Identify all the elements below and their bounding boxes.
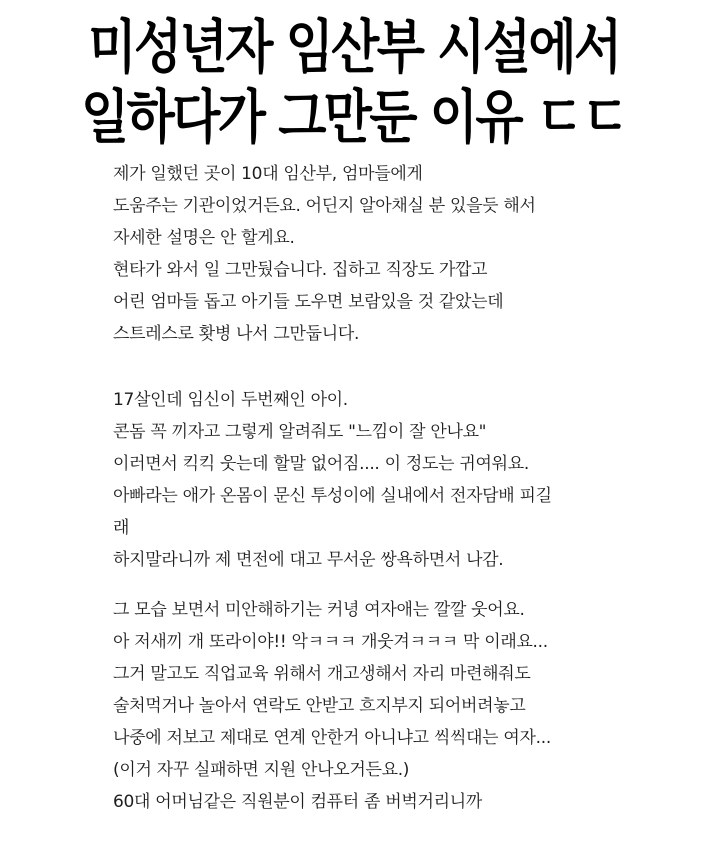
text-line: (이거 자꾸 실패하면 지원 안나오거든요.) [113, 760, 410, 780]
text-line: 어린 엄마들 돕고 아기들 도우면 보람있을 것 같았는데 [113, 292, 504, 312]
title-line-1: 미성년자 임산부 시설에서 [88, 13, 620, 81]
paragraph-spacer [113, 350, 703, 384]
text-line: 60대 어머님같은 직원분이 컴퓨터 좀 버벅거리니까 [113, 792, 482, 812]
text-line: 제가 일했던 곳이 10대 임산부, 엄마들에게 [113, 164, 423, 184]
text-line: 하지말라니까 제 면전에 대고 무서운 쌍욕하면서 나감. [113, 550, 504, 570]
paragraph-3 [113, 594, 703, 818]
text-line: 도움주는 기관이었거든요. 어딘지 알아채실 분 있을듯 해서 [113, 196, 536, 216]
text-line: 현타가 와서 일 그만뒀습니다. 집하고 직장도 가깝고 [113, 260, 488, 280]
paragraph-spacer [113, 576, 703, 594]
paragraph-1 [113, 158, 703, 350]
text-line: 술처먹거나 놀아서 연락도 안받고 흐지부지 되어버려놓고 [113, 696, 526, 716]
text-line: 17살인데 임신이 두번째인 아이. [113, 390, 348, 410]
text-line: 그거 말고도 직업교육 위해서 개고생해서 자리 마련해줘도 [113, 664, 531, 684]
text-line: 콘돔 꼭 끼자고 그렇게 알려줘도 "느낌이 잘 안나요" [113, 422, 487, 442]
text-line: 아빠라는 애가 온몸이 문신 투성이에 실내에서 전자담배 피길 [113, 486, 552, 506]
text-line: 아 저새끼 개 또라이야!! 악ㅋㅋㅋ 개웃겨ㅋㅋㅋ 막 이래요... [113, 632, 548, 652]
text-line: 그 모습 보면서 미안해하기는 커녕 여자애는 깔깔 웃어요. [113, 600, 525, 620]
text-line: 이러면서 킥킥 웃는데 할말 없어짐.... 이 정도는 귀여워요. [113, 454, 529, 474]
text-line: 자세한 설명은 안 할게요. [113, 228, 295, 248]
text-line: 스트레스로 홧병 나서 그만둡니다. [113, 324, 360, 344]
title-line-2: 일하다가 그만둔 이유 ㄷㄷ [80, 83, 627, 151]
paragraph-2 [113, 384, 703, 576]
post-body [113, 158, 703, 818]
post-title [0, 12, 708, 152]
text-line: 래 [113, 518, 130, 538]
text-line: 나중에 저보고 제대로 연계 안한거 아니냐고 씩씩대는 여자... [113, 728, 551, 748]
